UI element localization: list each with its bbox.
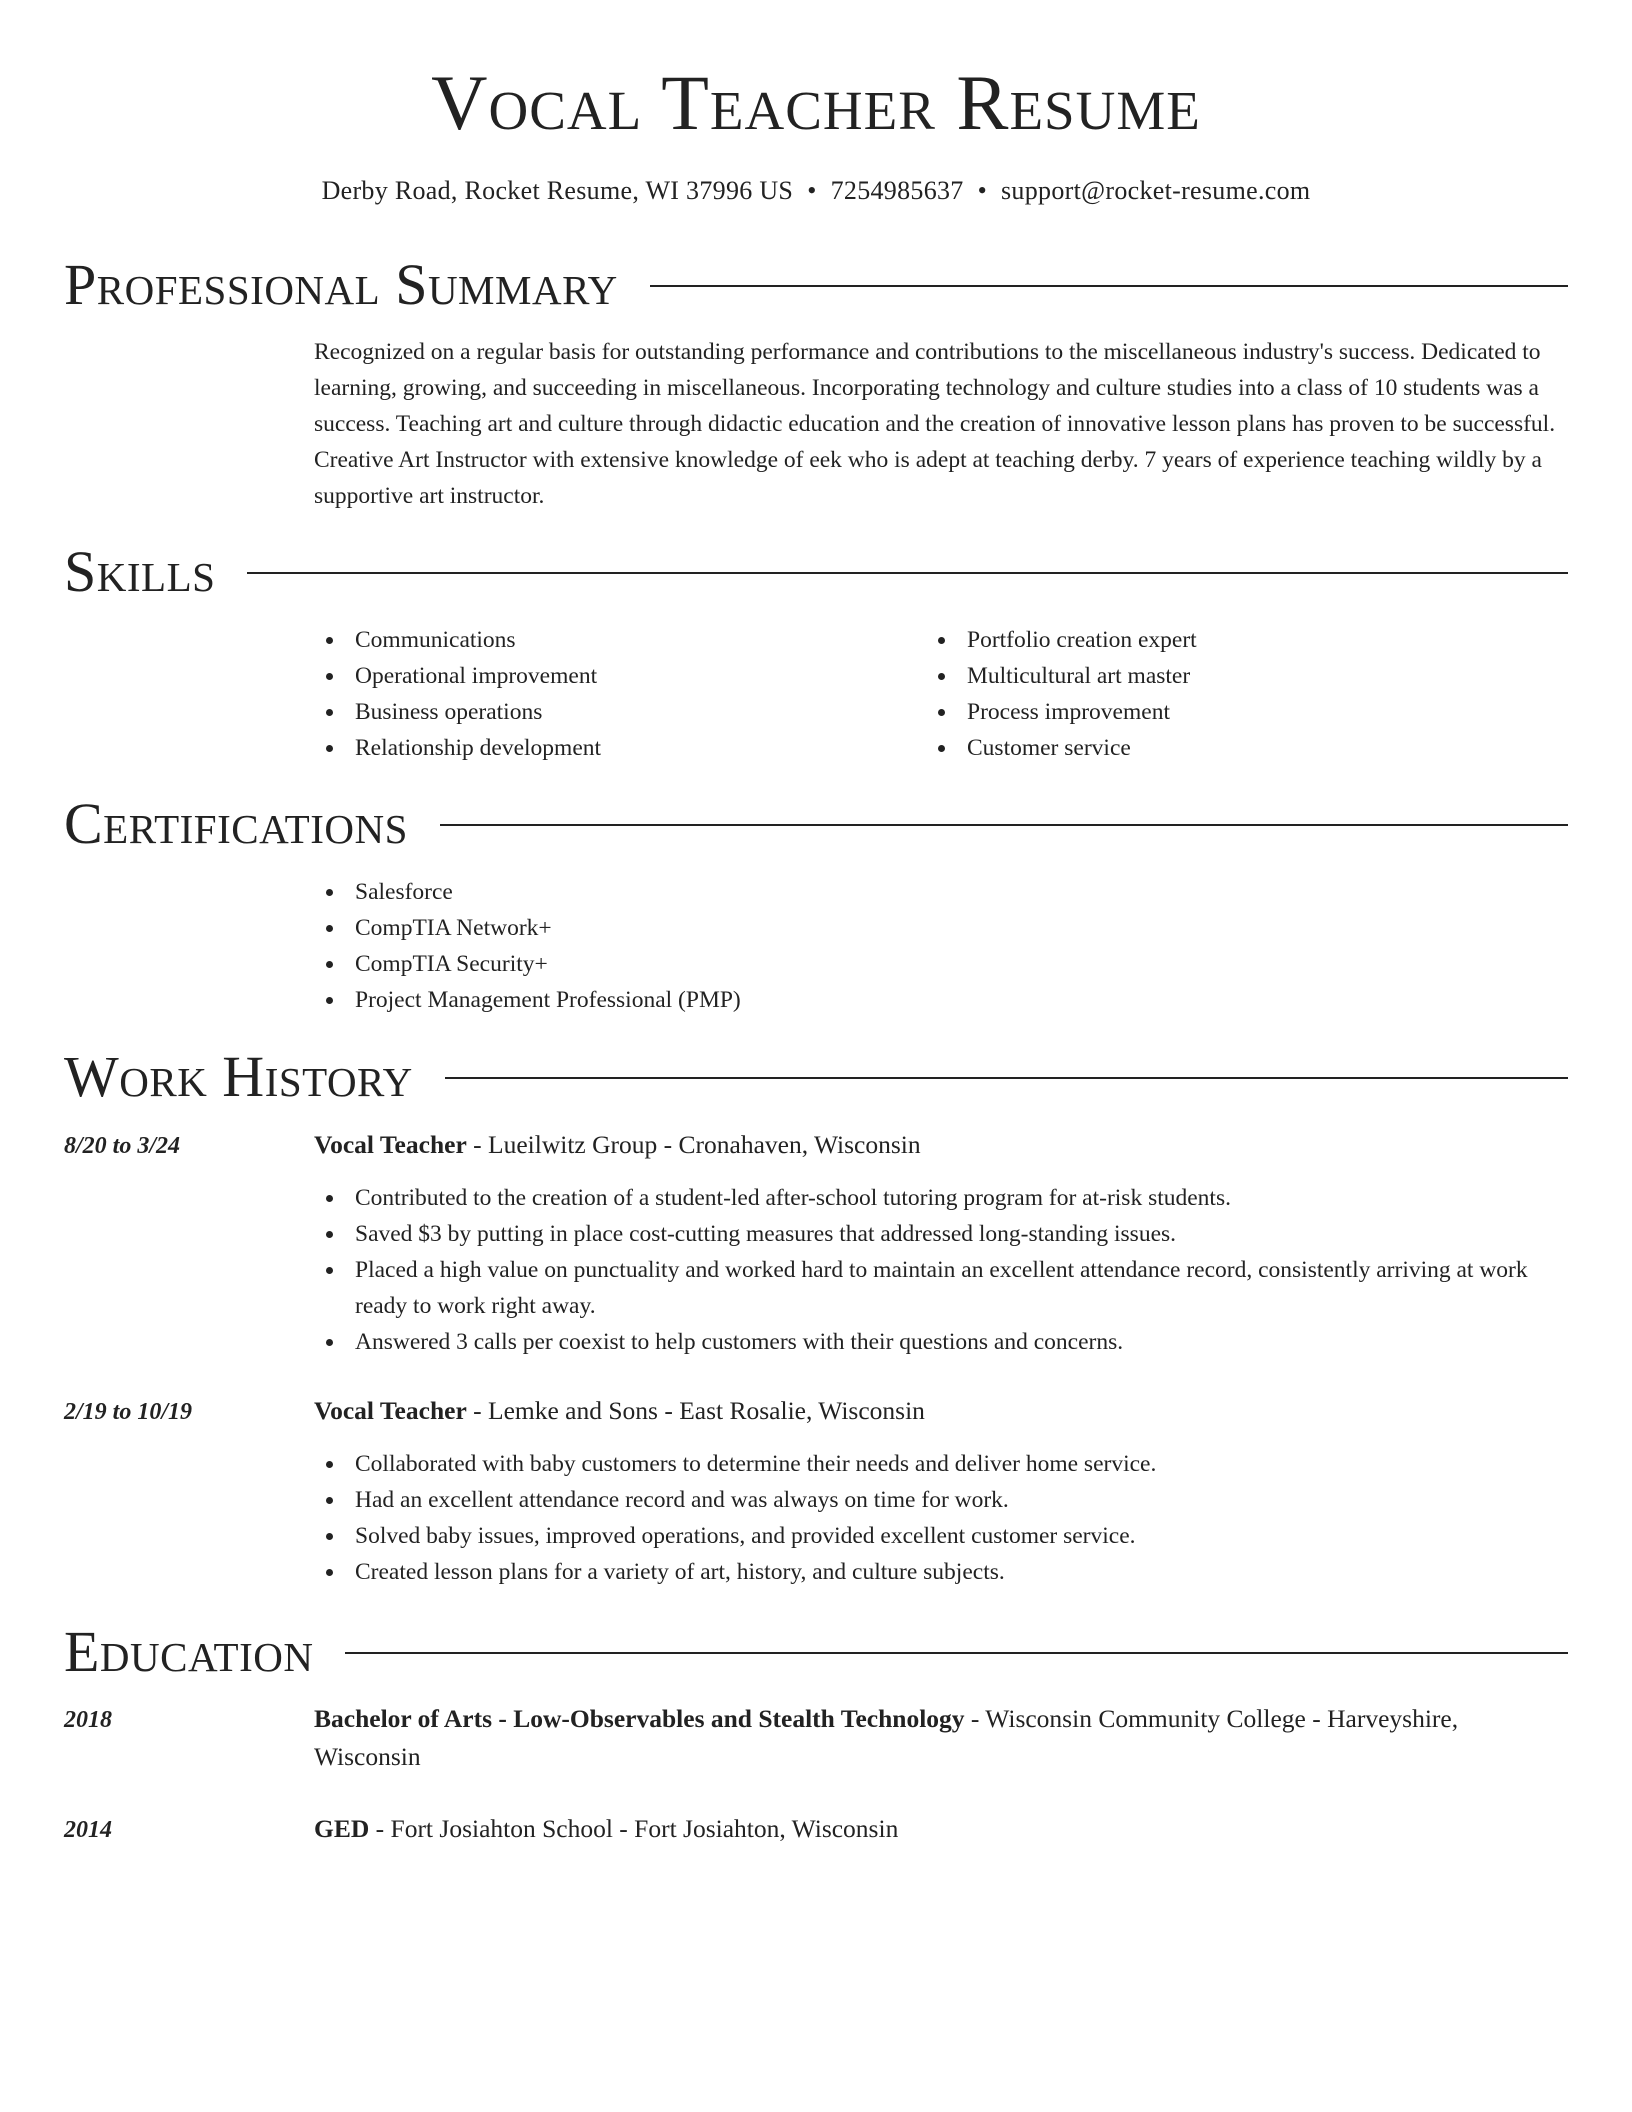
job-title-line bbox=[314, 1392, 1568, 1430]
summary-heading: Professional Summary bbox=[64, 252, 618, 317]
contact-line bbox=[0, 174, 1632, 208]
skill-item: Customer service bbox=[922, 730, 1522, 766]
job-bullets bbox=[310, 1180, 1570, 1360]
job-employer-location: - Lemke and Sons - East Rosalie, Wisconsin bbox=[466, 1396, 925, 1425]
job-title: Vocal Teacher bbox=[314, 1396, 467, 1425]
job-bullet: Saved $3 by putting in place cost-cutting measures that addressed long-standing issues. bbox=[310, 1216, 1570, 1252]
contact-address: Derby Road, Rocket Resume, WI 37996 US bbox=[321, 176, 794, 205]
contact-separator: • bbox=[807, 176, 817, 205]
skills-list-right bbox=[922, 622, 1522, 766]
job-dates: 2/19 to 10/19 bbox=[64, 1399, 193, 1425]
education-section-heading bbox=[64, 1620, 1568, 1684]
skills-section-heading bbox=[64, 540, 1568, 604]
skill-item: Process improvement bbox=[922, 694, 1522, 730]
skill-item: Communications bbox=[310, 622, 910, 658]
skill-item: Multicultural art master bbox=[922, 658, 1522, 694]
education-degree: Bachelor of Arts - Low-Observables and Stealth Technology bbox=[314, 1704, 965, 1733]
skill-item: Operational improvement bbox=[310, 658, 910, 694]
certification-item: CompTIA Security+ bbox=[310, 946, 1210, 982]
summary-text: Recognized on a regular basis for outstanding performance and contributions to the miscellaneous industry's success. Dedicated to learning, growing, and succeeding in miscellaneous. Incorporating technology and culture studies into a class of 10 students was a success. Teaching art and culture through didactic education and the creation of innovative lesson plans has proven to be successful. Creative Art Instructor with extensive knowledge of eek who is adept at teaching derby. 7 years of experience teaching wildly by a supportive art instructor. bbox=[314, 339, 1556, 509]
job-title: Vocal Teacher bbox=[314, 1130, 467, 1159]
section-divider bbox=[247, 572, 1568, 574]
job-bullet: Had an excellent attendance record and was always on time for work. bbox=[310, 1482, 1570, 1518]
skills-list-left bbox=[310, 622, 910, 766]
job-bullet: Collaborated with baby customers to determine their needs and deliver home service. bbox=[310, 1446, 1570, 1482]
work-history-section-heading bbox=[64, 1045, 1568, 1109]
skill-item: Business operations bbox=[310, 694, 910, 730]
section-divider bbox=[440, 824, 1568, 826]
job-bullet: Contributed to the creation of a student-led after-school tutoring program for at-risk students. bbox=[310, 1180, 1570, 1216]
certifications-section-heading bbox=[64, 792, 1568, 856]
education-year: 2018 bbox=[64, 1707, 112, 1733]
skill-item: Relationship development bbox=[310, 730, 910, 766]
job-bullet: Created lesson plans for a variety of art, history, and culture subjects. bbox=[310, 1554, 1570, 1590]
job-title-line bbox=[314, 1126, 1568, 1164]
education-entry bbox=[314, 1700, 1568, 1776]
job-bullet: Answered 3 calls per coexist to help customers with their questions and concerns. bbox=[310, 1324, 1570, 1360]
certifications-heading: Certifications bbox=[64, 791, 408, 856]
education-heading: Education bbox=[64, 1619, 314, 1684]
certification-item: CompTIA Network+ bbox=[310, 910, 1210, 946]
skills-heading: Skills bbox=[64, 539, 216, 604]
contact-phone: 7254985637 bbox=[830, 176, 964, 205]
job-bullets bbox=[310, 1446, 1570, 1590]
resume-title: Vocal Teacher Resume bbox=[431, 59, 1201, 146]
summary-section-heading bbox=[64, 253, 1568, 317]
work-history-heading: Work History bbox=[64, 1044, 413, 1109]
contact-email[interactable]: support@rocket-resume.com bbox=[1001, 176, 1311, 205]
education-school-location: - Fort Josiahton School - Fort Josiahton, Wisconsin bbox=[369, 1814, 899, 1843]
section-divider bbox=[345, 1652, 1568, 1654]
education-year: 2014 bbox=[64, 1817, 112, 1843]
education-degree: GED bbox=[314, 1814, 370, 1843]
section-divider bbox=[445, 1077, 1568, 1079]
job-dates: 8/20 to 3/24 bbox=[64, 1133, 181, 1159]
education-entry bbox=[314, 1810, 1568, 1848]
job-employer-location: - Lueilwitz Group - Cronahaven, Wisconsin bbox=[466, 1130, 921, 1159]
education-school-location: - Wisconsin Community College - Harveyshire, Wisconsin bbox=[314, 1704, 1459, 1771]
certifications-list bbox=[310, 874, 1210, 1018]
job-bullet: Solved baby issues, improved operations, and provided excellent customer service. bbox=[310, 1518, 1570, 1554]
job-bullet: Placed a high value on punctuality and worked hard to maintain an excellent attendance record, consistently arriving at work ready to work right away. bbox=[310, 1252, 1570, 1324]
certification-item: Salesforce bbox=[310, 874, 1210, 910]
skill-item: Portfolio creation expert bbox=[922, 622, 1522, 658]
section-divider bbox=[650, 285, 1568, 287]
contact-separator: • bbox=[977, 176, 988, 205]
certification-item: Project Management Professional (PMP) bbox=[310, 982, 1210, 1018]
